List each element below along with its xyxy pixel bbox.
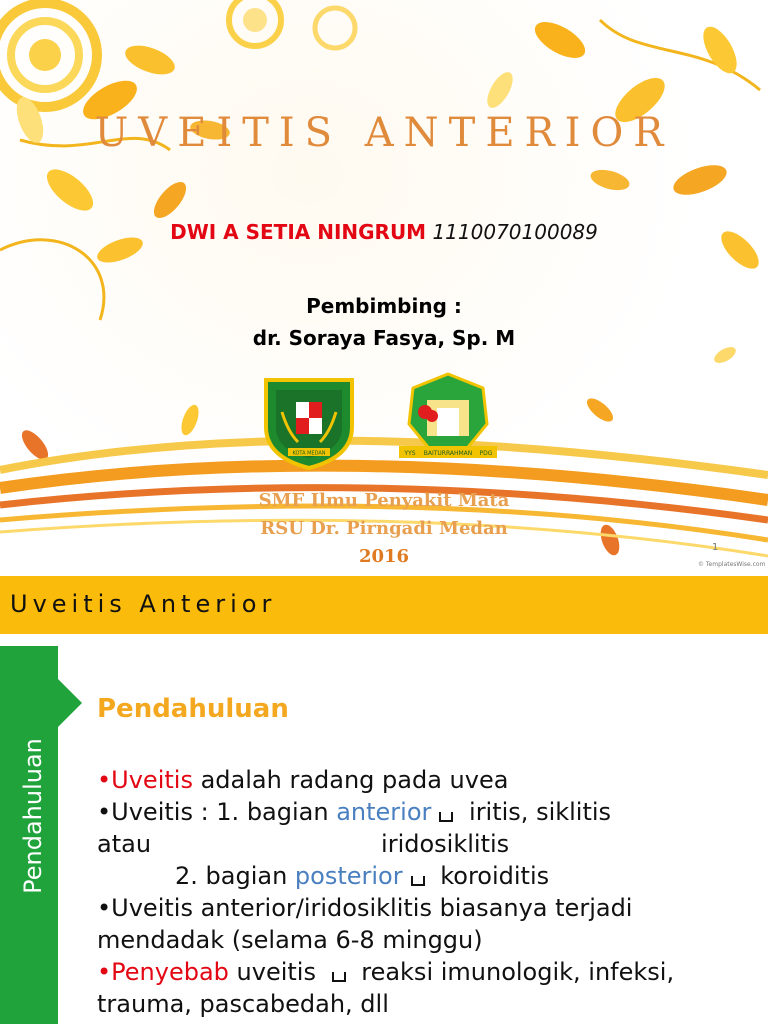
arrow-symbol-icon: [411, 876, 425, 886]
keyword-anterior: anterior: [336, 798, 432, 826]
list-item: [97, 764, 757, 796]
baiturrahman-logo-icon: [397, 360, 499, 472]
arrow-symbol-icon: [439, 812, 453, 822]
institution-year: 2016: [358, 546, 410, 567]
section-sidebar: [0, 646, 58, 1024]
supervisor-block: [0, 290, 768, 354]
list-item: [97, 956, 757, 988]
list-item-text: adalah radang pada uvea: [192, 766, 509, 794]
logo2-name: BAITURRAHMAN: [423, 450, 473, 457]
list-item: mendadak (selama 6-8 minggu): [97, 926, 483, 954]
logo2-pdg: PDG: [479, 450, 493, 457]
supervisor-name: dr. Soraya Fasya, Sp. M: [252, 326, 516, 350]
kota-medan-logo-icon: [262, 372, 356, 470]
author-line: [0, 220, 768, 244]
keyword-posterior: posterior: [294, 862, 403, 890]
list-item-text: 2. bagian: [175, 862, 295, 890]
content-slide: [0, 576, 768, 1024]
arrow-symbol-icon: [332, 972, 346, 982]
slide-header-bar: [0, 576, 768, 634]
list-item: [97, 828, 757, 860]
bullet-list: [97, 764, 757, 1020]
institution-line1: SMF Ilmu Penyakit Mata: [258, 490, 510, 511]
list-item-text: reaksi imunologik, infeksi,: [353, 958, 675, 986]
template-credit: © TemplatesWise.com: [698, 561, 766, 568]
section-heading: Pendahuluan: [97, 694, 289, 724]
slide-header-title: Uveitis Anterior: [10, 590, 277, 618]
list-item-text: iridosiklitis: [381, 830, 510, 858]
sidebar-arrow-icon: [58, 679, 82, 727]
sidebar-section-label: Pendahuluan: [19, 738, 47, 894]
list-item-text: atau: [97, 830, 152, 858]
list-item-text: iritis, siklitis: [461, 798, 612, 826]
author-id: 1110070100089: [432, 220, 598, 244]
supervisor-label: Pembimbing :: [306, 294, 462, 318]
logo1-caption: KOTA MEDAN: [292, 450, 326, 457]
keyword-uveitis: •Uveitis: [97, 766, 193, 794]
list-item-text: koroiditis: [432, 862, 550, 890]
list-item-text: uveitis: [228, 958, 324, 986]
slide-title: UVEITIS ANTERIOR: [94, 110, 674, 156]
list-item: [97, 796, 757, 828]
slide-number: 1: [712, 542, 719, 553]
keyword-penyebab: •Penyebab: [97, 958, 229, 986]
institution-line2: RSU Dr. Pirngadi Medan: [260, 518, 508, 539]
logo2-yys: YYS: [404, 450, 416, 457]
list-item: trauma, pascabedah, dll: [97, 990, 389, 1018]
institution-block: [0, 487, 768, 571]
list-item-text: •Uveitis : 1. bagian: [97, 798, 337, 826]
list-item: [97, 860, 757, 892]
author-name: DWI A SETIA NINGRUM: [170, 220, 427, 244]
list-item: •Uveitis anterior/iridosiklitis biasanya terjadi: [97, 894, 633, 922]
